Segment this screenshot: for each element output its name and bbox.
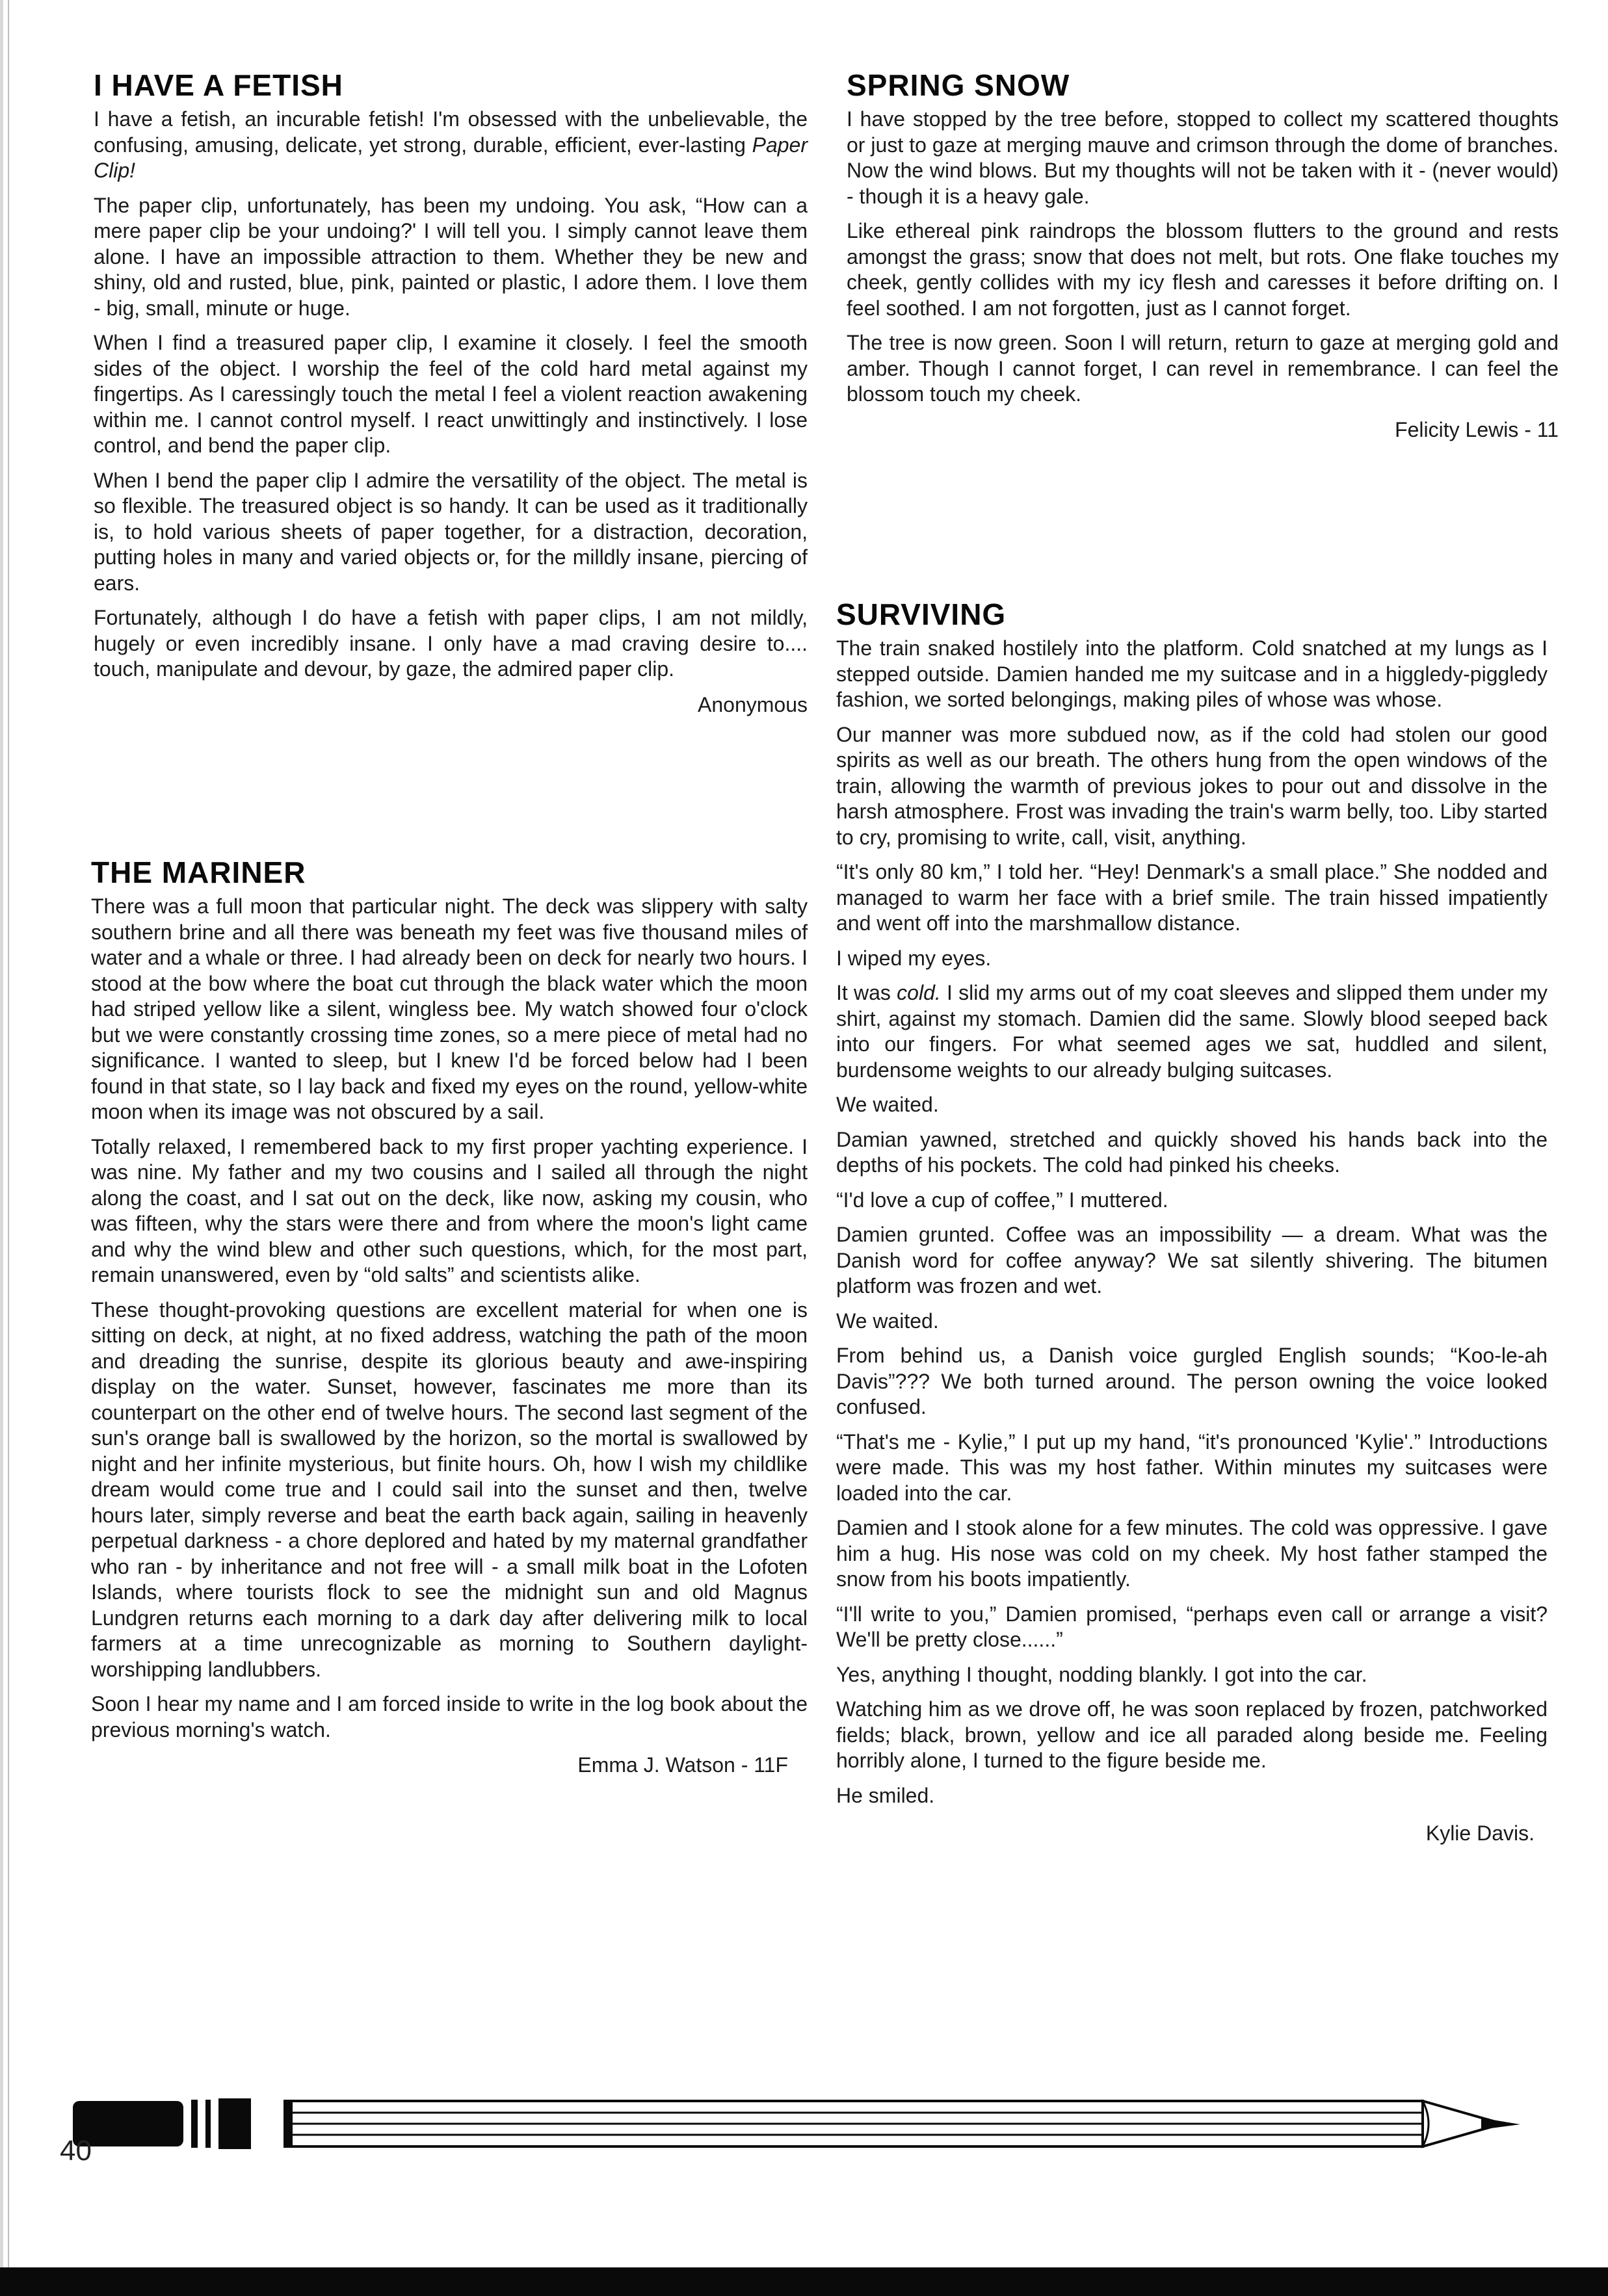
paragraph: Watching him as we drove off, he was soon replaced by frozen, patchworked fields; black, brown, yellow and ice all paraded along beside me. Feeling horribly alone, I turned to the figure beside me.	[836, 1697, 1548, 1772]
pencil-lead-tip	[1481, 2118, 1520, 2130]
paragraph-text: I slid my arms out of my coat sleeves and slipped them under my shirt, against my stomach. Damien did the same. Slowly blood seeped back into our fingers. For what seemed ages we sat, huddled and silent, burdensome weights to our already bulging suitcases.	[836, 981, 1548, 1082]
paragraph: Yes, anything I thought, nodding blankly. I got into the car.	[836, 1662, 1367, 1686]
paragraph: Like ethereal pink raindrops the blossom flutters to the ground and rests amongst the grass; snow that does not melt, but rots. One flake touches my cheek, gently collides with my icy flesh and caresses it before drifting on. I feel soothed. I am not forgotten, just as I cannot forget.	[847, 219, 1559, 320]
paragraph: “That's me - Kylie,” I put up my hand, “it's pronounced 'Kylie'.” Introductions were made. This was my host father. Within minutes my suitcases were loaded into the car.	[836, 1429, 1548, 1505]
paragraph	[836, 980, 1548, 1083]
paragraph: Damien and I stook alone for a few minutes. The cold was oppressive. I gave him a hug. His nose was cold on my cheek. My host father stamped the snow from his boots impatiently.	[836, 1516, 1548, 1591]
article-surviving	[836, 597, 1548, 1846]
emphasis-text: cold.	[897, 981, 941, 1004]
pencil-ferrule-band	[191, 2100, 198, 2148]
article-spring-snow	[847, 68, 1559, 443]
paragraph: Fortunately, although I do have a fetish with paper clips, I am not mildly, hugely or even incredibly insane. I only have a mad craving desire to.... touch, manipulate and devour, by gaze, the admired paper clip.	[94, 606, 808, 681]
paragraph: The paper clip, unfortunately, has been my undoing. You ask, “How can a mere paper clip be your undoing?' I will tell you. I simply cannot leave them alone. I have an impossible attraction to them. Whether they be new and shiny, old and rusted, blue, pink, painted or plastic, I adore them. I love them - big, small, minute or huge.	[94, 193, 808, 320]
emphasis-text: Paper Clip!	[94, 133, 808, 182]
paragraph: The tree is now green. Soon I will return, return to gaze at merging gold and amber. Though I cannot forget, I can revel in remembrance. I can feel the blossom touch my cheek.	[847, 331, 1559, 406]
paragraph: Damian yawned, stretched and quickly shoved his hands back into the depths of his pockets. The cold had pinked his cheeks.	[836, 1127, 1548, 1177]
paragraph: Damien grunted. Coffee was an impossibility — a dream. What was the Danish word for coffee anyway? We sat silently shivering. The bitumen platform was frozen and wet.	[836, 1223, 1548, 1298]
paragraph: Soon I hear my name and I am forced inside to write in the log book about the previous morning's watch.	[91, 1692, 808, 1742]
author-byline: Felicity Lewis - 11	[1395, 417, 1559, 441]
author-byline: Emma J. Watson - 11F	[577, 1753, 788, 1777]
paragraph: The train snaked hostilely into the platform. Cold snatched at my lungs as I stepped outside. Damien handed me my suitcase and in a higgledy-piggledy fashion, we sorted belongings, making piles of whose was whose.	[836, 636, 1548, 711]
article-i-have-a-fetish	[94, 68, 808, 718]
paragraph: When I find a treasured paper clip, I examine it closely. I feel the smooth sides of the object. I worship the feel of the cold hard metal against my fingertips. As I caressingly touch the metal I feel a violent reaction awakening within me. I cannot control myself. I react unwittingly and instinctively. I lose control, and bend the paper clip.	[94, 331, 808, 457]
paragraph: He smiled.	[836, 1783, 935, 1807]
paragraph: From behind us, a Danish voice gurgled English sounds; “Koo-le-ah Davis”??? We both turned around. The person owning the voice looked confused.	[836, 1344, 1548, 1418]
page-bottom-edge	[0, 2267, 1608, 2296]
pencil-ferrule-band	[218, 2098, 251, 2149]
paragraph: I wiped my eyes.	[836, 946, 992, 970]
paragraph-text: I have a fetish, an incurable fetish! I'm obsessed with the unbelievable, the confusing, amusing, delicate, yet strong, durable, efficient, ever-lasting	[94, 107, 808, 157]
author-byline: Anonymous	[698, 692, 808, 716]
paragraph: These thought-provoking questions are excellent material for when one is sitting on deck, at night, at no fixed address, watching the path of the moon and dreading the sunrise, despite its glorious beauty and awe-inspiring display on the water. Sunset, however, fascinates me more than its counterpart on the other end of twelve hours. The second last segment of the sun's orange ball is swallowed by the horizon, so the mortal is swallowed by night and her infinite mysterious, but finite hours. Oh, how I wish my childlike dream would come true and I could sail into the sunset and then, twelve hours later, simply reverse and beat the earth back again, sailing in heavenly perpetual darkness - a chore deplored and hated by my maternal grandfather who ran - by inheritance and not free will - a small milk boat in the Lofoten Islands, where tourists flock to see the midnight sun and old Magnus Lundgren returns each morning to a dark day after delivering milk to local farmers at a time unrecognizable as morning to Southern daylight-worshipping landlubbers.	[91, 1298, 808, 1681]
paragraph: There was a full moon that particular night. The deck was slippery with salty southern brine and all there was beneath my feet was five thousand miles of water and a whale or three. I had already been on deck for nearly two hours. I stood at the bow where the boat cut through the black water which the moon had striped yellow like a silent, wingless bee. My watch showed four o'clock but we were constantly crossing time zones, so a mere piece of metal had no significance. I wanted to sleep, but I knew I'd be forced below had I been found in that state, so I lay back and fixed my eyes on the round, yellow-white moon when its image was not obscured by a sail.	[91, 894, 808, 1123]
paragraph-text: It was	[836, 981, 897, 1004]
page-number: 40	[60, 2135, 92, 2167]
paragraph	[94, 107, 808, 184]
paragraph: Totally relaxed, I remembered back to my first proper yachting experience. I was nine. My father and my two cousins and I sailed all through the night along the coast, and I sat out on the deck, like now, asking my cousin, who was fifteen, why the stars were there and from where the moon's light came and why the wind blew and other such questions, which, for the most part, remain unanswered, even by “old salts” and scientists alike.	[91, 1134, 808, 1286]
article-title: SURVIVING	[836, 597, 1007, 631]
article-title: THE MARINER	[91, 855, 306, 889]
paragraph: When I bend the paper clip I admire the versatility of the object. The metal is so flexible. The treasured object is so handy. It can be used as it traditionally is, to hold various sheets of paper together, for a distraction, decoration, putting holes in many and varied objects or, for the milldly insane, piercing of ears.	[94, 468, 808, 595]
article-title: SPRING SNOW	[847, 68, 1070, 102]
page-spine-shadow	[0, 0, 3, 2296]
article-title: I HAVE A FETISH	[94, 68, 343, 102]
paragraph: “I'd love a cup of coffee,” I muttered.	[836, 1188, 1168, 1212]
page-spine-line	[8, 0, 9, 2296]
author-byline: Kylie Davis.	[1425, 1821, 1535, 1845]
paragraph: We waited.	[836, 1093, 939, 1116]
pencil-ferrule-band	[205, 2100, 211, 2148]
paragraph: “It's only 80 km,” I told her. “Hey! Denmark's a small place.” She nodded and managed to warm her face with a brief smile. The train hissed impatiently and went off into the marshmallow distance.	[836, 860, 1548, 935]
paragraph: We waited.	[836, 1309, 939, 1333]
paragraph: “I'll write to you,” Damien promised, “perhaps even call or arrange a visit? We'll be pretty close......”	[836, 1602, 1548, 1651]
pencil-illustration	[72, 2088, 1522, 2159]
paragraph: Our manner was more subdued now, as if the cold had stolen our good spirits as well as our breath. The others hung from the open windows of the train, allowing the warmth of previous jokes to pour out and dissolve in the harsh atmosphere. Frost was invading the train's warm belly, too. Liby started to cry, promising to write, call, visit, anything.	[836, 722, 1548, 849]
article-the-mariner	[91, 855, 808, 1778]
paragraph: I have stopped by the tree before, stopped to collect my scattered thoughts or just to gaze at merging mauve and crimson through the dome of branches. Now the wind blows. But my thoughts will not be taken with it - (never would) - though it is a heavy gale.	[847, 107, 1559, 208]
